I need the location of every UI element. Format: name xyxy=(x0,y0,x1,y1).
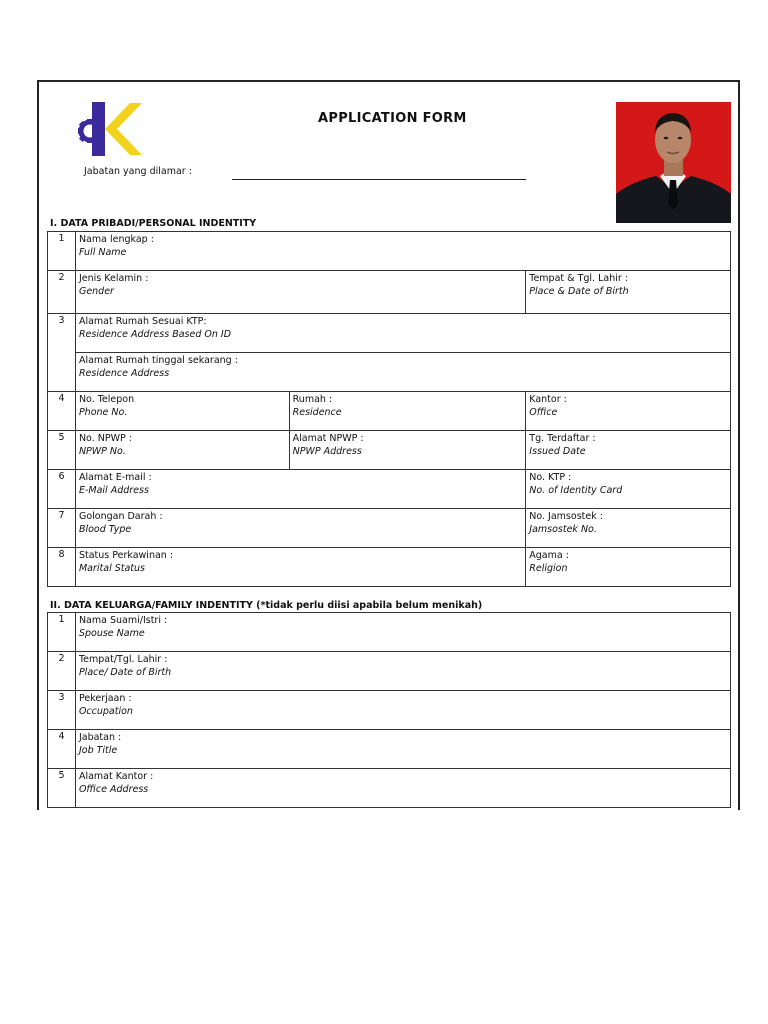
table-row xyxy=(48,613,731,652)
current-address-field[interactable] xyxy=(75,353,730,392)
field-label: Nama Suami/Istri : xyxy=(78,615,168,626)
email-field[interactable] xyxy=(75,470,525,509)
row-number: 1 xyxy=(48,613,76,652)
table-row xyxy=(48,470,731,509)
full-name-field[interactable] xyxy=(75,232,730,271)
field-label: Kantor : xyxy=(529,394,567,405)
field-label-en: Job Title xyxy=(78,745,118,756)
field-label: Status Perkawinan : xyxy=(78,550,174,561)
field-label-en: Religion xyxy=(529,563,568,574)
field-label: Alamat NPWP : xyxy=(292,433,364,444)
field-label-en: No. of Identity Card xyxy=(529,485,623,496)
section-personal-title: I. DATA PRIBADI/PERSONAL INDENTITY xyxy=(50,218,257,229)
gender-field[interactable] xyxy=(75,271,525,314)
company-logo xyxy=(78,101,144,159)
row-number: 7 xyxy=(48,509,76,548)
position-applied-label: Jabatan yang dilamar : xyxy=(84,166,192,177)
home-phone-field[interactable] xyxy=(289,392,526,431)
npwp-address-field[interactable] xyxy=(289,431,526,470)
field-label: Alamat Kantor : xyxy=(78,771,154,782)
field-label: No. KTP : xyxy=(529,472,572,483)
field-label: Jenis Kelamin : xyxy=(78,273,149,284)
field-label: Alamat Rumah tinggal sekarang : xyxy=(78,355,238,366)
npwp-number-field[interactable] xyxy=(75,431,289,470)
row-number: 5 xyxy=(48,431,76,470)
field-label-en: Place/ Date of Birth xyxy=(78,667,172,678)
spouse-job-title-field[interactable] xyxy=(75,730,730,769)
field-label: Alamat Rumah Sesuai KTP: xyxy=(78,316,207,327)
field-label-en: Full Name xyxy=(78,247,127,258)
section-family-title: II. DATA KELUARGA/FAMILY INDENTITY (*tidak perlu diisi apabila belum menikah) xyxy=(50,600,483,611)
form-title: APPLICATION FORM xyxy=(318,111,467,126)
field-label: Pekerjaan : xyxy=(78,693,132,704)
spouse-office-address-field[interactable] xyxy=(75,769,730,808)
row-number: 2 xyxy=(48,652,76,691)
row-number: 1 xyxy=(48,232,76,271)
field-label-en: Spouse Name xyxy=(78,628,145,639)
row-number: 4 xyxy=(48,730,76,769)
row-number: 3 xyxy=(48,314,76,353)
field-label-en: Occupation xyxy=(78,706,133,717)
field-label-en: Place & Date of Birth xyxy=(529,286,629,297)
row-number: 3 xyxy=(48,691,76,730)
field-label-en: Blood Type xyxy=(78,524,132,535)
field-label-en: Gender xyxy=(78,286,114,297)
table-row xyxy=(48,353,731,392)
field-label-en: NPWP Address xyxy=(292,446,362,457)
jamsostek-field[interactable] xyxy=(526,509,731,548)
table-row xyxy=(48,652,731,691)
family-data-table xyxy=(47,612,731,808)
religion-field[interactable] xyxy=(526,548,731,587)
table-row xyxy=(48,509,731,548)
blood-type-field[interactable] xyxy=(75,509,525,548)
field-label: Alamat E-mail : xyxy=(78,472,152,483)
field-label: Jabatan : xyxy=(78,732,122,743)
personal-data-table xyxy=(47,231,731,587)
applicant-photo xyxy=(616,102,731,223)
field-label-en: Phone No. xyxy=(78,407,128,418)
table-row xyxy=(48,730,731,769)
field-label-en: Office xyxy=(529,407,558,418)
field-label-en: Marital Status xyxy=(78,563,145,574)
phone-field[interactable] xyxy=(75,392,289,431)
spouse-occupation-field[interactable] xyxy=(75,691,730,730)
ktp-number-field[interactable] xyxy=(526,470,731,509)
field-label-en: Residence xyxy=(292,407,342,418)
field-label-en: NPWP No. xyxy=(78,446,126,457)
row-number-empty xyxy=(48,353,76,392)
table-row xyxy=(48,548,731,587)
birth-place-date-field[interactable] xyxy=(526,271,731,314)
field-label-en: Residence Address xyxy=(78,368,170,379)
field-label-en: Office Address xyxy=(78,784,149,795)
table-row xyxy=(48,232,731,271)
row-number: 6 xyxy=(48,470,76,509)
field-label: No. Telepon xyxy=(78,394,135,405)
field-label: Tempat/Tgl. Lahir : xyxy=(78,654,168,665)
field-label: Agama : xyxy=(529,550,569,561)
field-label-en: Issued Date xyxy=(529,446,586,457)
field-label: No. NPWP : xyxy=(78,433,132,444)
table-row xyxy=(48,769,731,808)
row-number: 4 xyxy=(48,392,76,431)
spouse-name-field[interactable] xyxy=(75,613,730,652)
field-label: Golongan Darah : xyxy=(78,511,163,522)
id-address-field[interactable] xyxy=(75,314,730,353)
position-applied-field[interactable] xyxy=(232,179,526,180)
office-phone-field[interactable] xyxy=(526,392,731,431)
row-number: 5 xyxy=(48,769,76,808)
field-label: Tempat & Tgl. Lahir : xyxy=(529,273,628,284)
field-label: Rumah : xyxy=(292,394,333,405)
field-label-en: Jamsostek No. xyxy=(529,524,597,535)
row-number: 2 xyxy=(48,271,76,314)
field-label-en: Residence Address Based On ID xyxy=(78,329,232,340)
spouse-birth-field[interactable] xyxy=(75,652,730,691)
table-row xyxy=(48,431,731,470)
marital-status-field[interactable] xyxy=(75,548,525,587)
row-number: 8 xyxy=(48,548,76,587)
table-row xyxy=(48,314,731,353)
field-label: Nama lengkap : xyxy=(78,234,154,245)
field-label-en: E-Mail Address xyxy=(78,485,149,496)
issued-date-field[interactable] xyxy=(526,431,731,470)
field-label: Tg. Terdaftar : xyxy=(529,433,596,444)
table-row xyxy=(48,271,731,314)
table-row xyxy=(48,691,731,730)
table-row xyxy=(48,392,731,431)
field-label: No. Jamsostek : xyxy=(529,511,603,522)
